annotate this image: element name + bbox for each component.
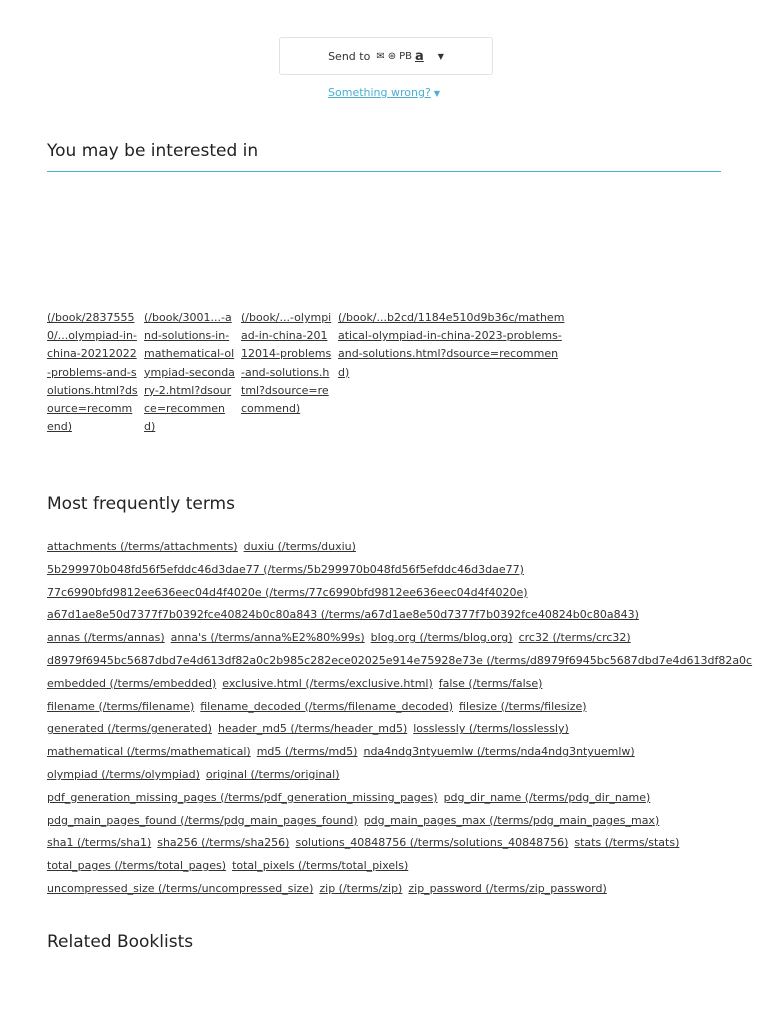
- term-link[interactable]: duxiu (/terms/duxiu): [243, 540, 356, 553]
- interested-title: You may be interested in: [47, 141, 259, 161]
- terms-line: [47, 536, 768, 559]
- term-link[interactable]: pdg_dir_name (/terms/pdg_dir_name): [443, 790, 651, 804]
- term-link[interactable]: attachments (/terms/attachments): [47, 540, 238, 553]
- term-link[interactable]: mathematical (/terms/mathematical): [47, 745, 251, 759]
- terms-line: [47, 604, 768, 627]
- terms-line: [47, 741, 768, 764]
- send-to-button[interactable]: [279, 37, 493, 75]
- terms-line: [47, 650, 768, 673]
- term-link[interactable]: stats (/terms/stats): [574, 836, 680, 850]
- term-link[interactable]: zip (/terms/zip): [319, 881, 403, 895]
- term-link[interactable]: zip_password (/terms/zip_password): [408, 881, 607, 895]
- term-link[interactable]: filesize (/terms/filesize): [459, 699, 587, 713]
- terms-title: Most frequently terms: [47, 494, 235, 514]
- pocketbook-label: PB: [399, 50, 412, 62]
- term-link[interactable]: sha1 (/terms/sha1): [47, 836, 152, 850]
- recommendation-item: [47, 309, 139, 436]
- recommendation-item: [241, 309, 333, 418]
- term-link[interactable]: uncompressed_size (/terms/uncompressed_size): [47, 881, 314, 895]
- term-link[interactable]: a67d1ae8e50d7377f7b0392fce40824b0c80a843 (/terms/a67d1ae8e50d7377f7b0392fce40824b0c80a843): [47, 608, 639, 622]
- send-targets: [376, 49, 423, 64]
- term-link[interactable]: sha256 (/terms/sha256): [157, 836, 290, 850]
- terms-line: [47, 696, 768, 719]
- term-link[interactable]: exclusive.html (/terms/exclusive.html): [222, 676, 433, 690]
- term-link[interactable]: embedded (/terms/embedded): [47, 676, 217, 690]
- terms-line: [47, 673, 768, 696]
- recommendation-link[interactable]: (/book/...b2cd/1184e510d9b36c/mathematical-olympiad-in-china-2023-problems-and-solutions.html?dsource=recommend): [338, 311, 565, 379]
- term-link[interactable]: generated (/terms/generated): [47, 722, 212, 736]
- term-link[interactable]: total_pages (/terms/total_pages): [47, 859, 227, 873]
- recommendation-item: [338, 309, 568, 382]
- term-link[interactable]: olympiad (/terms/olympiad): [47, 767, 200, 781]
- terms-line: [47, 787, 768, 810]
- send-to-label: Send to: [328, 49, 371, 63]
- chevron-down-icon: ▼: [433, 89, 440, 98]
- term-link[interactable]: crc32 (/terms/crc32): [518, 631, 631, 645]
- recommendation-link[interactable]: (/book/28375550/...olympiad-in-china-20212022-problems-and-solutions.html?dsource=recommend): [47, 311, 138, 434]
- term-link[interactable]: total_pixels (/terms/total_pixels): [232, 859, 409, 873]
- terms-list: [47, 536, 768, 901]
- terms-line: [47, 832, 768, 855]
- term-link[interactable]: anna's (/terms/anna%E2%80%99s): [170, 631, 365, 645]
- terms-line: [47, 582, 768, 605]
- title-divider: [47, 171, 721, 172]
- terms-line: [47, 559, 768, 582]
- term-link[interactable]: filename (/terms/filename): [47, 699, 195, 713]
- term-link[interactable]: pdg_main_pages_max (/terms/pdg_main_pages_max): [363, 813, 660, 827]
- term-link[interactable]: header_md5 (/terms/header_md5): [217, 722, 408, 736]
- email-icon: ✉: [376, 50, 385, 62]
- terms-line: [47, 718, 768, 741]
- terms-line: [47, 878, 768, 901]
- chevron-down-icon: ▼: [437, 51, 444, 61]
- recommendation-item: [144, 309, 236, 436]
- term-link[interactable]: md5 (/terms/md5): [256, 745, 358, 759]
- term-link[interactable]: false (/terms/false): [438, 676, 543, 690]
- term-link[interactable]: solutions_40848756 (/terms/solutions_40848756): [295, 836, 569, 850]
- term-link[interactable]: nda4ndg3ntyuemlw (/terms/nda4ndg3ntyuemlw): [363, 745, 635, 759]
- term-link[interactable]: 5b299970b048fd56f5efddc46d3dae77 (/terms/5b299970b048fd56f5efddc46d3dae77): [47, 562, 524, 576]
- something-wrong-link[interactable]: Something wrong?: [328, 86, 431, 99]
- recommendation-link[interactable]: (/book/3001...-and-solutions-in-mathematical-olympiad-secondary-2.html?dsource=recommend): [144, 311, 235, 434]
- terms-line: [47, 627, 768, 650]
- term-link[interactable]: losslessly (/terms/losslessly): [413, 722, 569, 736]
- amazon-kindle-icon: a: [414, 48, 424, 64]
- terms-line: [47, 764, 768, 787]
- telegram-icon: ⊛: [387, 50, 397, 62]
- term-link[interactable]: d8979f6945bc5687dbd7e4d613df82a0c2b985c282ece02025e914e75928e73e (/terms/d8979f6945bc5687dbd7e4d613df82a0c: [47, 653, 753, 667]
- term-link[interactable]: 77c6990bfd9812ee636eec04d4f4020e (/terms/77c6990bfd9812ee636eec04d4f4020e): [47, 585, 528, 599]
- something-wrong: [0, 86, 768, 99]
- term-link[interactable]: original (/terms/original): [205, 767, 340, 781]
- term-link[interactable]: pdf_generation_missing_pages (/terms/pdf_generation_missing_pages): [47, 790, 438, 804]
- recommendation-link[interactable]: (/book/...-olympiad-in-china-20112014-problems-and-solutions.html?dsource=recommend): [241, 311, 332, 416]
- term-link[interactable]: pdg_main_pages_found (/terms/pdg_main_pages_found): [47, 813, 358, 827]
- terms-line: [47, 855, 768, 878]
- term-link[interactable]: annas (/terms/annas): [47, 631, 165, 645]
- terms-line: [47, 810, 768, 833]
- booklists-title: Related Booklists: [47, 932, 194, 952]
- term-link[interactable]: filename_decoded (/terms/filename_decoded): [200, 699, 454, 713]
- term-link[interactable]: blog.org (/terms/blog.org): [370, 631, 513, 645]
